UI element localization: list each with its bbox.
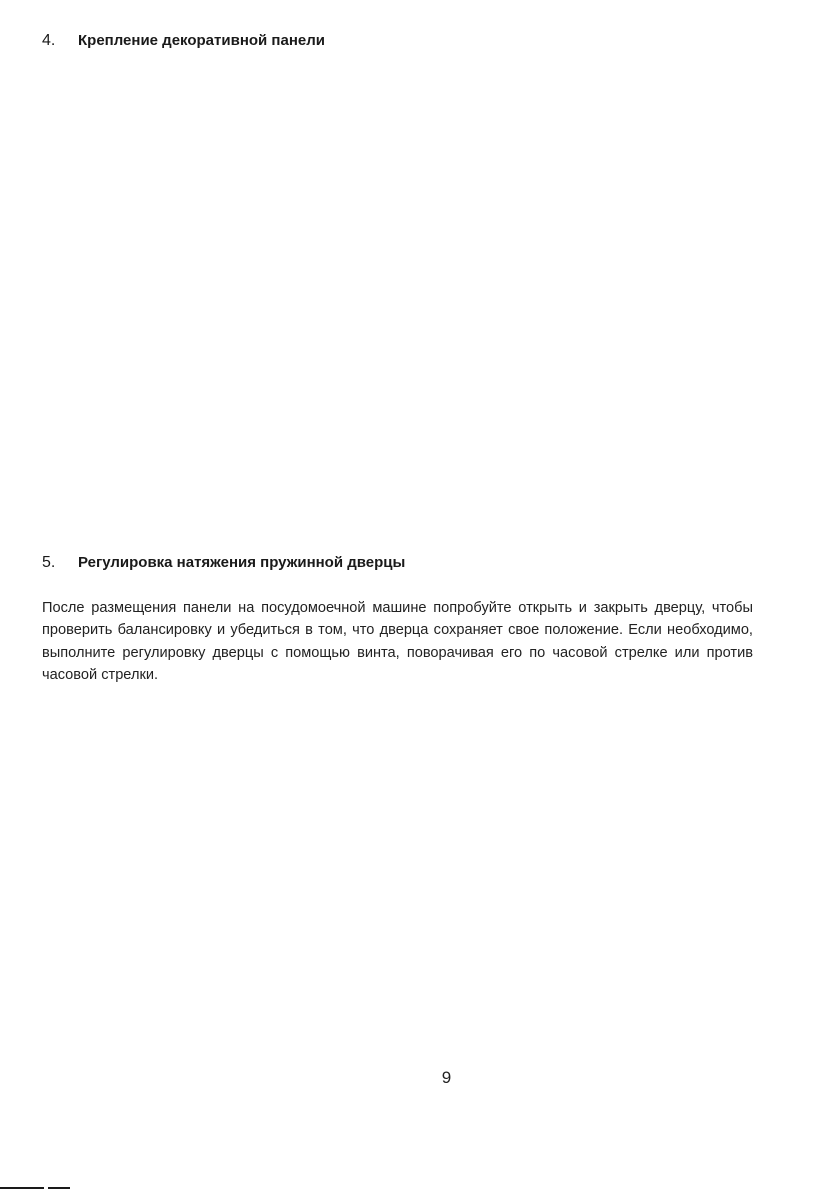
scan-edge-mark-right	[48, 1187, 70, 1189]
section-4-number: 4.	[42, 32, 56, 49]
scan-edge-marks	[0, 1187, 70, 1189]
section-4-title: Крепление декоративной панели	[78, 32, 325, 49]
section-5-title: Регулировка натяжения пружинной дверцы	[78, 554, 406, 571]
section-4-figure-area	[42, 62, 754, 532]
section-5-paragraph: После размещения панели на посудомоечной машине попробуйте открыть и закрыть дверцу, чтобы проверить балансировку и убедиться в том, что дверца сохраняет свое положение. Если необходимо, выполните регулировку дверцы с помощью винта, поворачивая его по часовой стрелке или против часовой стрелки.	[42, 600, 753, 683]
section-5-number: 5.	[42, 554, 56, 571]
page-number: 9	[441, 1068, 452, 1087]
section-5-heading	[42, 553, 405, 573]
section-4-heading	[42, 31, 325, 51]
scan-edge-mark-left	[0, 1187, 44, 1189]
section-5-figure-area	[42, 700, 754, 1040]
